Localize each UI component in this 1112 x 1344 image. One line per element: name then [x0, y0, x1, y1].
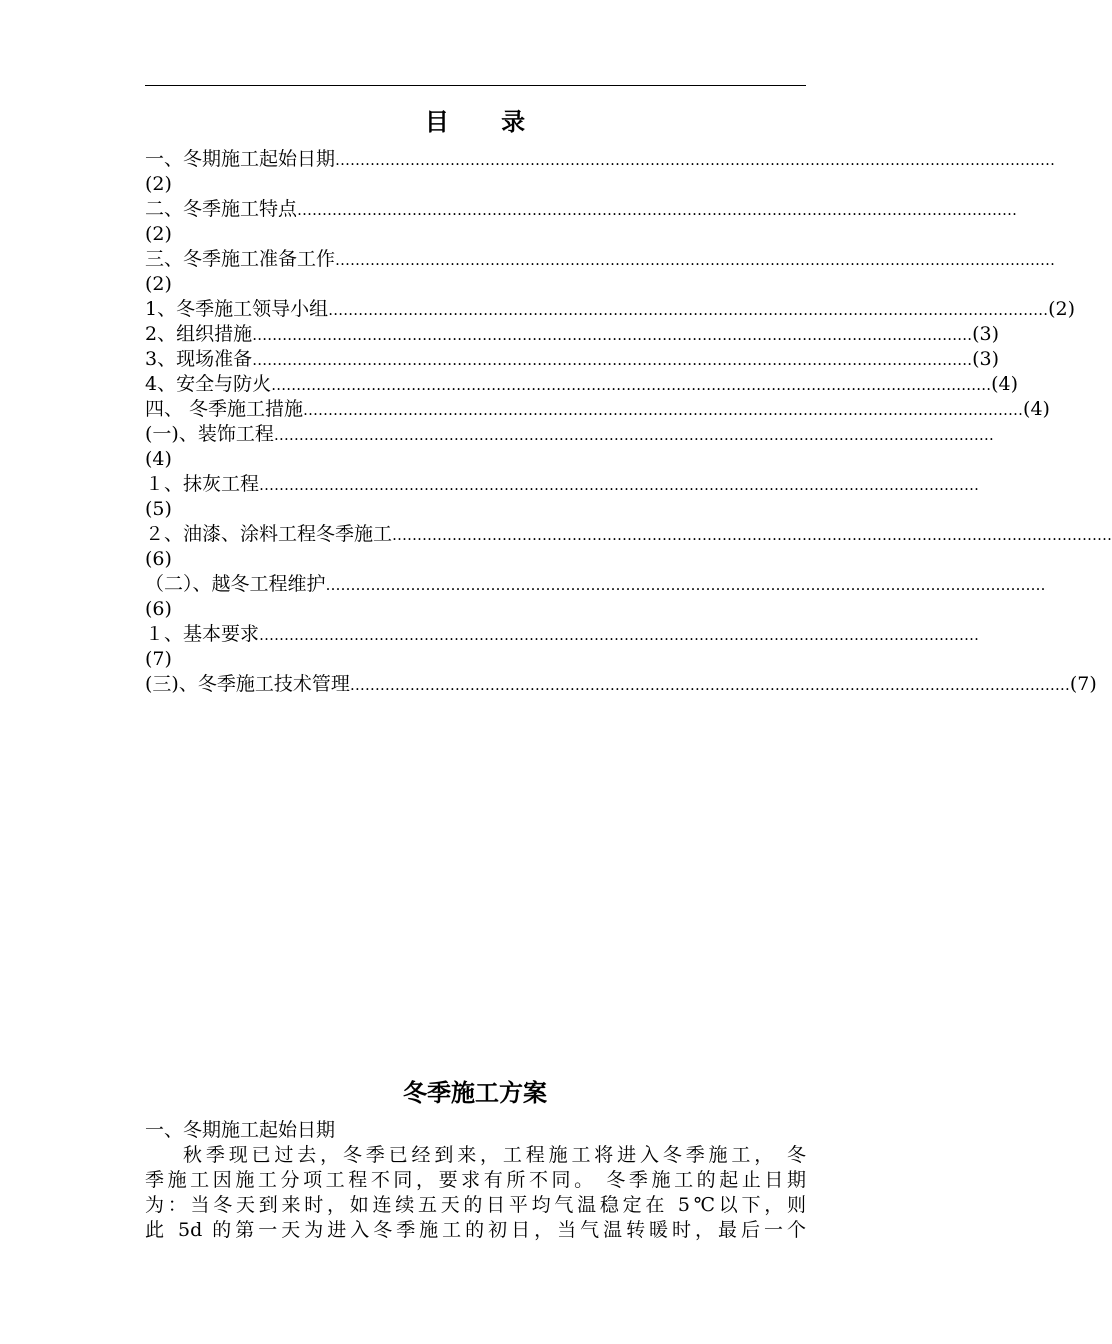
toc-entry[interactable]	[145, 372, 1019, 397]
toc-leader-dots: ………………………………………………………………………………………………………………………………	[335, 151, 1056, 169]
toc-entry-label: 2、组织措施	[145, 323, 253, 345]
toc-entry[interactable]	[145, 197, 1018, 222]
toc-leader-dots: ………………………………………………………………………………………………………………………………	[259, 626, 980, 644]
toc-entry-label: 4、安全与防火	[145, 373, 272, 395]
toc-entry-page: (4)	[1023, 398, 1050, 420]
toc-entry-page: (4)	[991, 373, 1019, 395]
toc-entry-label: １、抹灰工程	[145, 473, 260, 495]
toc-entry-page: (2)	[1048, 298, 1076, 320]
paragraph-line: 此 5d 的第一天为进入冬季施工的初日，当气温转暖时，最后一个	[145, 1219, 806, 1241]
paragraph-line: 为：当冬天到来时，如连续五天的日平均气温稳定在 5℃以下，则	[145, 1194, 806, 1216]
toc-entry-label: 三、冬季施工准备工作	[145, 248, 336, 270]
document-title: 冬季施工方案	[403, 1078, 547, 1107]
toc-entry-page: (3)	[972, 348, 1000, 370]
toc-entry-label: (一)、装饰工程	[145, 423, 274, 445]
toc-leader-dots: ………………………………………………………………………………………………………………………………	[252, 326, 973, 344]
toc-leader-dots: ………………………………………………………………………………………………………………………………	[328, 301, 1049, 319]
toc-leader-dots: ………………………………………………………………………………………………………………………………	[252, 351, 973, 369]
document-body	[145, 1118, 806, 1243]
toc-entry-page: (5)	[145, 498, 172, 520]
toc-leader-dots: ………………………………………………………………………………………………………………………………	[273, 426, 994, 444]
header-rule	[145, 85, 806, 86]
toc-entry[interactable]	[145, 397, 1050, 422]
toc-leader-dots: ………………………………………………………………………………………………………………………………	[303, 401, 1024, 419]
table-of-contents	[145, 147, 1112, 697]
toc-entry-label: 1、冬季施工领导小组	[145, 298, 329, 320]
toc-entry[interactable]	[145, 297, 1076, 322]
toc-leader-dots: ………………………………………………………………………………………………………………………………	[325, 576, 1046, 594]
toc-entry-label: (三)、冬季施工技术管理	[145, 673, 350, 695]
toc-entry-page: (2)	[145, 173, 172, 195]
toc-entry-page: (6)	[145, 598, 172, 620]
toc-entry[interactable]	[145, 347, 1000, 372]
toc-entry[interactable]	[145, 422, 994, 447]
toc-entry-label: 四、 冬季施工措施	[145, 398, 304, 420]
toc-entry-page: (7)	[1069, 673, 1097, 695]
toc-entry[interactable]	[145, 522, 1112, 547]
toc-entry-label: 二、冬季施工特点	[145, 198, 298, 220]
toc-leader-dots: ………………………………………………………………………………………………………………………………	[271, 376, 992, 394]
toc-leader-dots: ………………………………………………………………………………………………………………………………	[349, 676, 1070, 694]
toc-entry[interactable]	[145, 622, 980, 647]
toc-leader-dots: ………………………………………………………………………………………………………………………………	[297, 201, 1018, 219]
toc-entry-label: 一、冬期施工起始日期	[145, 148, 336, 170]
body-paragraph	[145, 1143, 806, 1243]
toc-entry-label: １、基本要求	[145, 623, 260, 645]
toc-entry[interactable]	[145, 672, 1097, 697]
toc-entry-page: (6)	[145, 548, 172, 570]
toc-entry[interactable]	[145, 247, 1056, 272]
section-heading: 一、冬期施工起始日期	[145, 1119, 336, 1141]
toc-title: 目 录	[424, 107, 548, 136]
toc-entry[interactable]	[145, 472, 980, 497]
paragraph-line: 秋季现已过去，冬季已经到来，工程施工将进入冬季施工， 冬	[183, 1144, 806, 1166]
toc-leader-dots: ………………………………………………………………………………………………………………………………	[335, 251, 1056, 269]
toc-entry[interactable]	[145, 572, 1046, 597]
toc-entry-page: (4)	[145, 448, 172, 470]
toc-entry-label: 3、现场准备	[145, 348, 253, 370]
paragraph-line: 季施工因施工分项工程不同，要求有所不同。 冬季施工的起止日期	[145, 1169, 806, 1191]
toc-entry[interactable]	[145, 322, 1000, 347]
toc-entry-page: (7)	[145, 648, 172, 670]
toc-entry[interactable]	[145, 147, 1056, 172]
toc-entry-label: ２、油漆、涂料工程冬季施工	[145, 523, 393, 545]
toc-leader-dots: ………………………………………………………………………………………………………………………………	[392, 526, 1112, 544]
toc-leader-dots: ………………………………………………………………………………………………………………………………	[259, 476, 980, 494]
toc-entry-page: (2)	[145, 223, 172, 245]
toc-entry-page: (2)	[145, 273, 172, 295]
toc-entry-label: （二）、越冬工程维护	[145, 573, 326, 595]
toc-entry-page: (3)	[972, 323, 1000, 345]
